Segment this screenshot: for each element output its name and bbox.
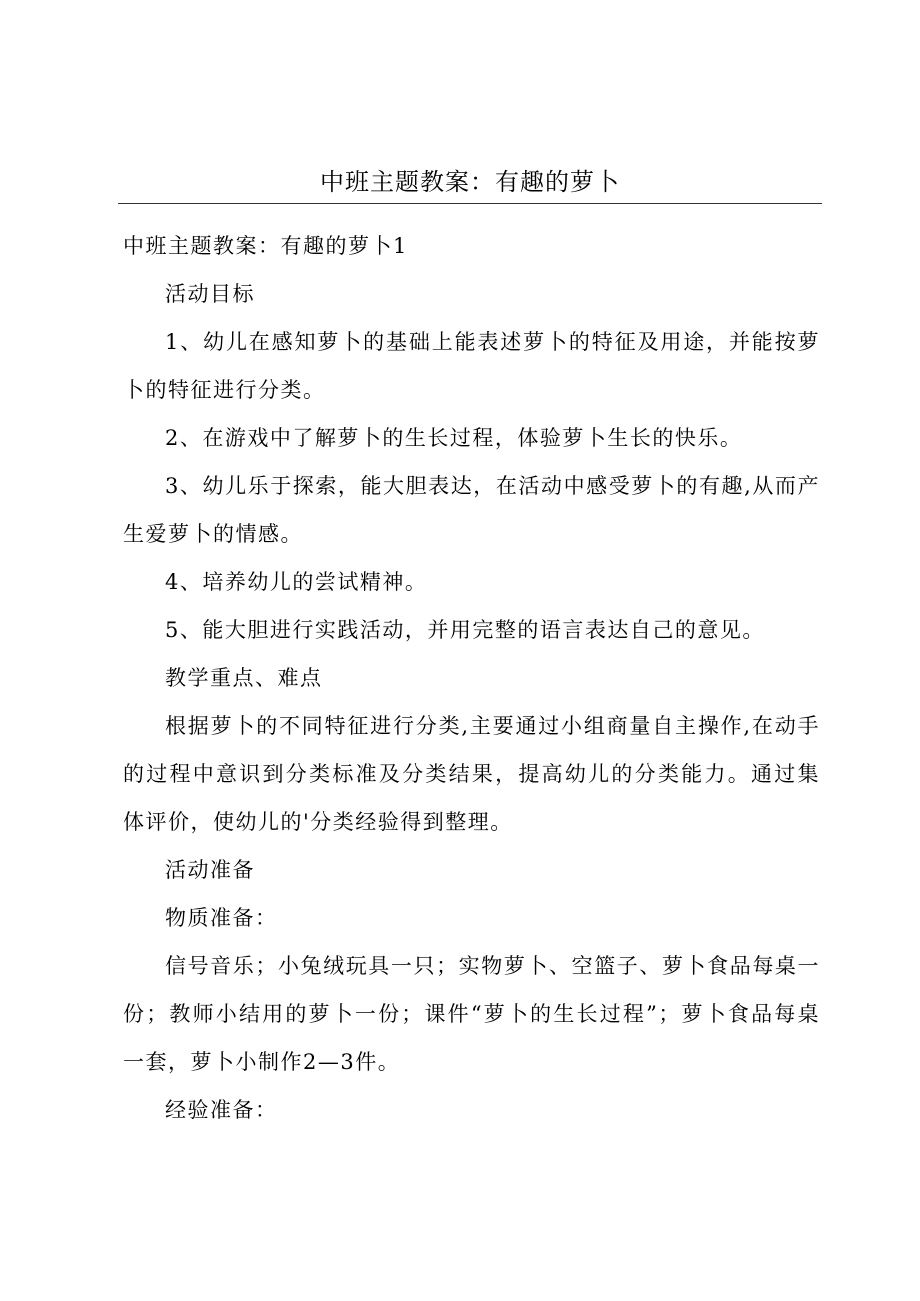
subheading-material-prep: 物质准备： [165,906,278,930]
heading-preparation: 活动准备 [165,858,255,882]
section-heading-lesson-1: 中班主题教案：有趣的萝卜1 [123,234,408,258]
goal-item-1: 1、幼儿在感知萝卜的基础上能表述萝卜的特征及用途，并能按萝卜的特征进行分类。 [123,330,820,402]
document-title: 中班主题教案：有趣的萝卜 [320,168,620,196]
goal-item-2: 2、在游戏中了解萝卜的生长过程，体验萝卜生长的快乐。 [165,426,743,450]
subheading-experience-prep: 经验准备： [165,1098,278,1122]
heading-key-points: 教学重点、难点 [165,666,323,690]
goal-item-3: 3、幼儿乐于探索，能大胆表达，在活动中感受萝卜的有趣,从而产生爱萝卜的情感。 [123,474,820,546]
key-points-body: 根据萝卜的不同特征进行分类,主要通过小组商量自主操作,在动手的过程中意识到分类标准及分类结果，提高幼儿的分类能力。通过集体评价，使幼儿的'分类经验得到整理。 [123,714,820,834]
title-underline [118,203,822,204]
document-body [123,222,820,1134]
goal-item-5: 5、能大胆进行实践活动，并用完整的语言表达自己的意见。 [165,618,765,642]
heading-activity-goals: 活动目标 [165,282,255,306]
goal-item-4: 4、培养幼儿的尝试精神。 [165,570,428,594]
material-prep-body: 信号音乐；小兔绒玩具一只；实物萝卜、空篮子、萝卜食品每桌一份；教师小结用的萝卜一份；课件“萝卜的生长过程”；萝卜食品每桌一套，萝卜小制作2—3件。 [123,954,820,1074]
